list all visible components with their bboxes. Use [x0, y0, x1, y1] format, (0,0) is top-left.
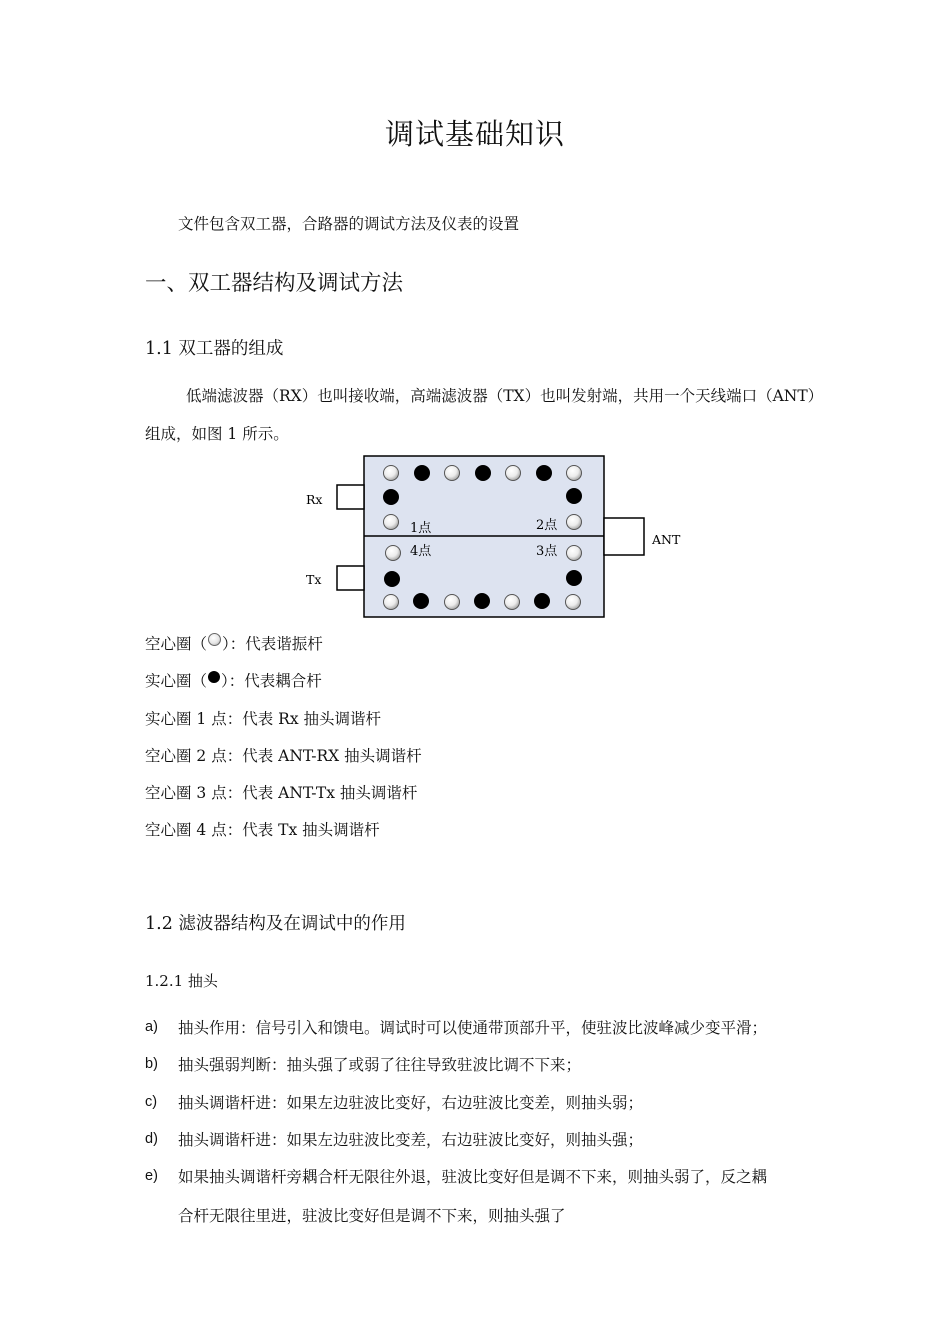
point-2-label: 2点 [536, 518, 558, 533]
coupling-rod [413, 593, 429, 609]
resonator-rod [506, 466, 521, 481]
legend-hollow-prefix: 空心圈（ [145, 635, 208, 653]
resonator-rod [384, 466, 399, 481]
tap-rod-point-3 [567, 546, 582, 561]
list-item-continuation: 合杆无限往里进，驻波比变好但是调不下来，则抽头强了 [178, 1207, 566, 1225]
hollow-circle-icon [208, 633, 221, 646]
point-4-label: 4点 [410, 544, 432, 559]
description-line-1: 低端滤波器（RX）也叫接收端，高端滤波器（TX）也叫发射端，共用一个天线端口（ANT） [186, 387, 824, 405]
legend-point-2: 空心圈 2 点：代表 ANT-RX 抽头调谐杆 [145, 747, 422, 765]
tap-rod-point-4 [386, 546, 401, 561]
resonator-rod [566, 595, 581, 610]
coupling-rod [566, 570, 582, 586]
legend-hollow-suffix: ）：代表谐振杆 [222, 635, 323, 653]
legend-point-4: 空心圈 4 点：代表 Tx 抽头调谐杆 [145, 821, 380, 839]
list-marker: a) [145, 1019, 158, 1035]
duplexer-diagram [300, 452, 700, 624]
rx-port [337, 485, 364, 509]
coupling-rod [383, 489, 399, 505]
ant-port [604, 518, 644, 555]
coupling-rod [566, 488, 582, 504]
coupling-rod [414, 465, 430, 481]
subsection-heading: 1.2 滤波器结构及在调试中的作用 [145, 914, 406, 934]
list-marker: c) [145, 1094, 158, 1110]
resonator-rod [384, 595, 399, 610]
legend-solid-prefix: 实心圈（ [145, 672, 208, 690]
list-marker: d) [145, 1131, 158, 1147]
section-heading: 一、双工器结构及调试方法 [145, 271, 404, 296]
subsection-heading: 1.1 双工器的组成 [145, 339, 284, 359]
tx-port [337, 566, 364, 590]
list-marker: e) [145, 1168, 158, 1184]
resonator-rod [445, 595, 460, 610]
page-title: 调试基础知识 [384, 117, 565, 151]
legend-solid-suffix: ）：代表耦合杆 [221, 672, 322, 690]
point-3-label: 3点 [536, 544, 558, 559]
list-item: 抽头调谐杆进：如果左边驻波比变差，右边驻波比变好，则抽头强； [178, 1131, 644, 1149]
coupling-rod [474, 593, 490, 609]
resonator-rod [505, 595, 520, 610]
tap-rod-point-1 [384, 515, 399, 530]
resonator-rod [445, 466, 460, 481]
subsubsection-heading: 1.2.1 抽头 [145, 972, 218, 990]
rx-label: Rx [306, 492, 323, 507]
list-item: 抽头作用：信号引入和馈电。调试时可以使通带顶部升平，使驻波比波峰减少变平滑； [178, 1019, 768, 1037]
legend-point-1: 实心圈 1 点：代表 Rx 抽头调谐杆 [145, 710, 381, 728]
coupling-rod [384, 571, 400, 587]
intro-paragraph: 文件包含双工器，合路器的调试方法及仪表的设置 [178, 215, 520, 233]
tap-rod-point-2 [567, 515, 582, 530]
coupling-rod [475, 465, 491, 481]
list-item: 抽头强弱判断：抽头强了或弱了往往导致驻波比调不下来； [178, 1056, 582, 1074]
tx-label: Tx [306, 572, 322, 587]
ant-label: ANT [652, 532, 681, 547]
solid-circle-icon [208, 671, 220, 683]
list-item: 抽头调谐杆进：如果左边驻波比变好，右边驻波比变差，则抽头弱； [178, 1094, 644, 1112]
coupling-rod [534, 593, 550, 609]
list-item: 如果抽头调谐杆旁耦合杆无限往外退，驻波比变好但是调不下来，则抽头弱了，反之耦 [178, 1168, 768, 1186]
point-1-label: 1点 [410, 521, 432, 536]
legend-solid [145, 669, 322, 691]
list-marker: b) [145, 1056, 158, 1072]
coupling-rod [536, 465, 552, 481]
resonator-rod [567, 466, 582, 481]
legend-point-3: 空心圈 3 点：代表 ANT-Tx 抽头调谐杆 [145, 784, 418, 802]
description-line-2: 组成，如图 1 所示。 [145, 425, 289, 443]
legend-hollow [145, 632, 323, 654]
